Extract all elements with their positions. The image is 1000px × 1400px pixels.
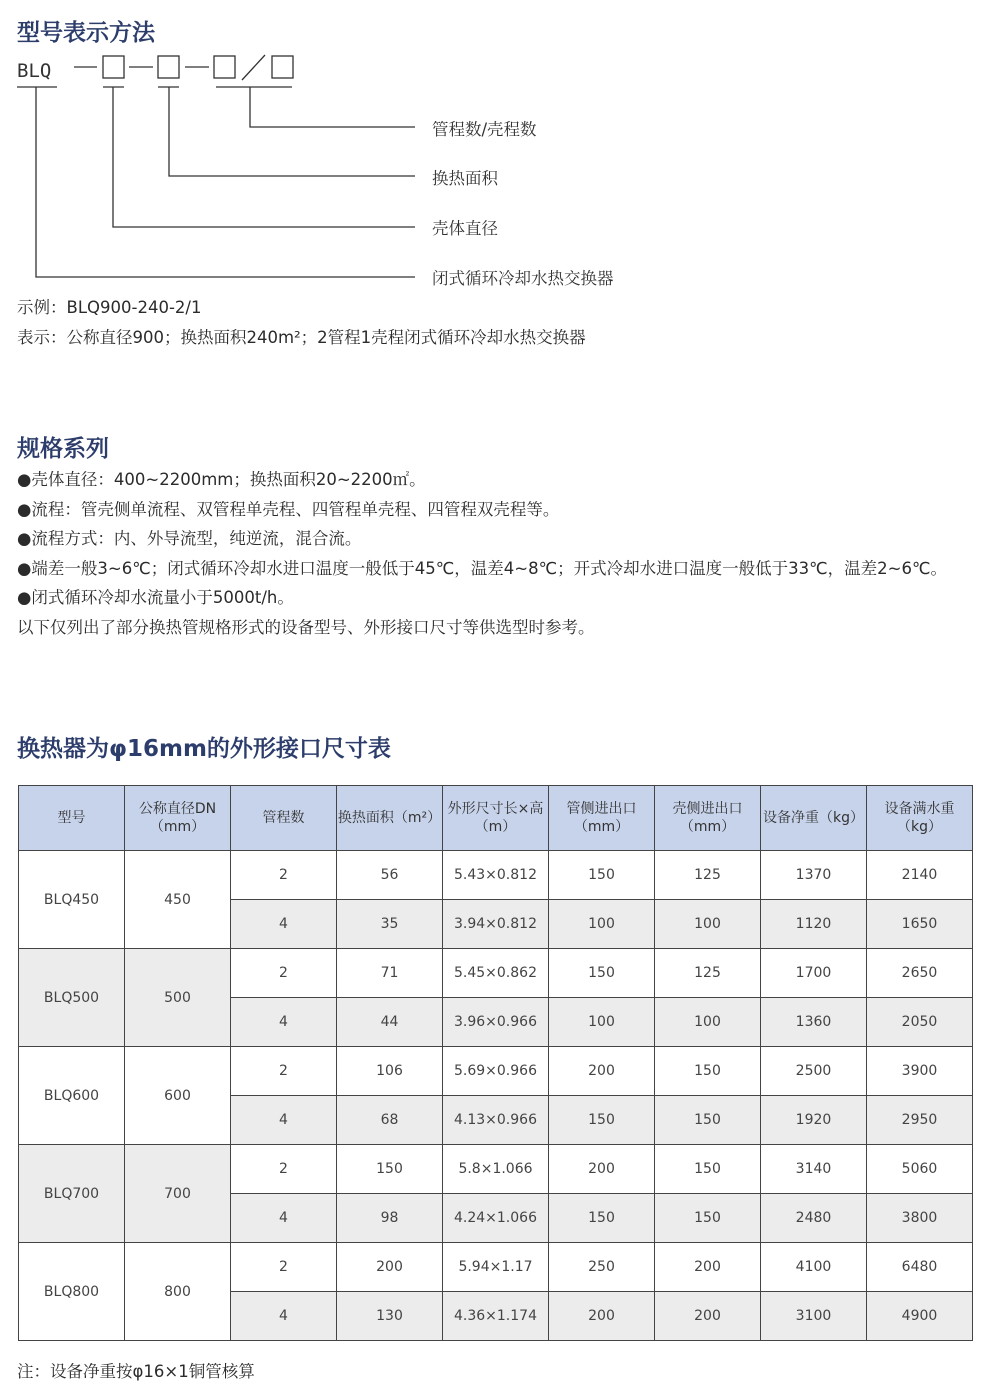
table-cell: 200	[337, 1243, 443, 1292]
table-cell: 200	[549, 1292, 655, 1341]
table-cell: 98	[337, 1194, 443, 1243]
label-heat-area: 换热面积	[432, 169, 498, 188]
header-dn: 公称直径DN （mm）	[125, 786, 231, 851]
table-cell: 125	[655, 949, 761, 998]
spec-note: 以下仅列出了部分换热管规格形式的设备型号、外形接口尺寸等供选型时参考。	[17, 617, 595, 637]
table-cell: 2500	[761, 1047, 867, 1096]
dn-cell: 600	[125, 1047, 231, 1145]
table-cell: 1360	[761, 998, 867, 1047]
table-cell: 100	[549, 900, 655, 949]
table-cell: 150	[549, 1096, 655, 1145]
table-cell: 2050	[867, 998, 973, 1047]
dimension-table	[18, 785, 973, 1341]
spec-bullet-list	[17, 466, 947, 643]
table-cell: 71	[337, 949, 443, 998]
dn-cell: 500	[125, 949, 231, 1047]
table-cell: 200	[549, 1145, 655, 1194]
table-cell: 150	[549, 1194, 655, 1243]
table-section-title: 换热器为φ16mm的外形接口尺寸表	[17, 736, 391, 762]
table-cell: 3.94×0.812	[443, 900, 549, 949]
table-cell: 5.43×0.812	[443, 851, 549, 900]
table-cell: 4100	[761, 1243, 867, 1292]
table-cell: 2480	[761, 1194, 867, 1243]
table-cell: 2650	[867, 949, 973, 998]
table-cell: 150	[655, 1194, 761, 1243]
header-size: 外形尺寸长×高 （m）	[443, 786, 549, 851]
table-cell: 2	[231, 1047, 337, 1096]
model-section-title: 型号表示方法	[17, 20, 155, 46]
model-cell: BLQ500	[19, 949, 125, 1047]
header-model: 型号	[19, 786, 125, 851]
spec-bullet: ●壳体直径：400~2200mm；换热面积20~2200㎡。	[17, 470, 426, 489]
header-full-weight: 设备满水重 （kg）	[867, 786, 973, 851]
model-cell: BLQ800	[19, 1243, 125, 1341]
label-exchanger-type: 闭式循环冷却水热交换器	[432, 269, 614, 288]
table-cell: 5.94×1.17	[443, 1243, 549, 1292]
table-cell: 106	[337, 1047, 443, 1096]
dn-cell: 450	[125, 851, 231, 949]
table-cell: 5.45×0.862	[443, 949, 549, 998]
table-cell: 150	[655, 1145, 761, 1194]
table-cell: 130	[337, 1292, 443, 1341]
spec-bullet: ●流程：管壳侧单流程、双管程单壳程、四管程单壳程、四管程双壳程等。	[17, 499, 560, 519]
table-cell: 2950	[867, 1096, 973, 1145]
table-cell: 2	[231, 851, 337, 900]
spec-bullet: ●闭式循环冷却水流量小于5000t/h。	[17, 588, 294, 607]
table-footnote: 注：设备净重按φ16×1铜管核算	[17, 1362, 255, 1381]
table-cell: 3.96×0.966	[443, 998, 549, 1047]
table-cell: 4.13×0.966	[443, 1096, 549, 1145]
spec-bullet: ●端差一般3~6℃；闭式循环冷却水进口温度一般低于45℃，温差4~8℃；开式冷却水进口温度一般低于33℃，温差2~6℃。	[17, 558, 948, 578]
example-line: 示例：BLQ900-240-2/1	[17, 298, 202, 317]
table-cell: 5.69×0.966	[443, 1047, 549, 1096]
table-cell: 4	[231, 998, 337, 1047]
header-shell-port: 壳侧进出口 （mm）	[655, 786, 761, 851]
table-cell: 125	[655, 851, 761, 900]
table-cell: 4	[231, 1096, 337, 1145]
table-cell: 2	[231, 1243, 337, 1292]
table-cell: 2	[231, 1145, 337, 1194]
table-cell: 5.8×1.066	[443, 1145, 549, 1194]
table-cell: 100	[655, 998, 761, 1047]
meaning-line: 表示：公称直径900；换热面积240m²；2管程1壳程闭式循环冷却水热交换器	[17, 328, 586, 347]
table-cell: 3100	[761, 1292, 867, 1341]
table-cell: 2140	[867, 851, 973, 900]
table-cell: 200	[655, 1292, 761, 1341]
table-cell: 150	[549, 949, 655, 998]
table-row	[19, 1047, 973, 1096]
label-shell-diameter: 壳体直径	[432, 219, 498, 238]
table-cell: 5060	[867, 1145, 973, 1194]
table-row	[19, 949, 973, 998]
table-cell: 1920	[761, 1096, 867, 1145]
header-area: 换热面积（m²）	[337, 786, 443, 851]
table-cell: 200	[655, 1243, 761, 1292]
header-tube-port: 管侧进出口 （mm）	[549, 786, 655, 851]
dn-cell: 800	[125, 1243, 231, 1341]
table-cell: 3900	[867, 1047, 973, 1096]
table-cell: 1700	[761, 949, 867, 998]
table-row	[19, 851, 973, 900]
model-code-prefix: BLQ	[17, 60, 52, 82]
table-cell: 4900	[867, 1292, 973, 1341]
table-cell: 4	[231, 900, 337, 949]
table-cell: 2	[231, 949, 337, 998]
model-cell: BLQ600	[19, 1047, 125, 1145]
model-code-diagram	[0, 0, 1000, 300]
dn-cell: 700	[125, 1145, 231, 1243]
header-passes: 管程数	[231, 786, 337, 851]
table-cell: 56	[337, 851, 443, 900]
table-cell: 6480	[867, 1243, 973, 1292]
table-body	[19, 851, 973, 1341]
table-row	[19, 1243, 973, 1292]
table-cell: 4.36×1.174	[443, 1292, 549, 1341]
table-cell: 150	[655, 1096, 761, 1145]
table-cell: 1120	[761, 900, 867, 949]
table-row	[19, 1145, 973, 1194]
table-cell: 100	[655, 900, 761, 949]
table-header-row	[19, 786, 973, 851]
spec-section-title: 规格系列	[17, 436, 109, 462]
table-cell: 150	[337, 1145, 443, 1194]
label-pass-count: 管程数/壳程数	[432, 120, 537, 139]
header-net-weight: 设备净重（kg）	[761, 786, 867, 851]
table-cell: 150	[549, 851, 655, 900]
table-cell: 4	[231, 1292, 337, 1341]
table-cell: 35	[337, 900, 443, 949]
table-cell: 44	[337, 998, 443, 1047]
table-cell: 1650	[867, 900, 973, 949]
table-cell: 3140	[761, 1145, 867, 1194]
table-cell: 150	[655, 1047, 761, 1096]
table-cell: 200	[549, 1047, 655, 1096]
spec-bullet: ●流程方式：内、外导流型，纯逆流，混合流。	[17, 529, 362, 548]
table-cell: 3800	[867, 1194, 973, 1243]
table-cell: 4.24×1.066	[443, 1194, 549, 1243]
model-cell: BLQ700	[19, 1145, 125, 1243]
table-cell: 68	[337, 1096, 443, 1145]
table-cell: 250	[549, 1243, 655, 1292]
table-cell: 100	[549, 998, 655, 1047]
model-cell: BLQ450	[19, 851, 125, 949]
table-cell: 1370	[761, 851, 867, 900]
table-cell: 4	[231, 1194, 337, 1243]
